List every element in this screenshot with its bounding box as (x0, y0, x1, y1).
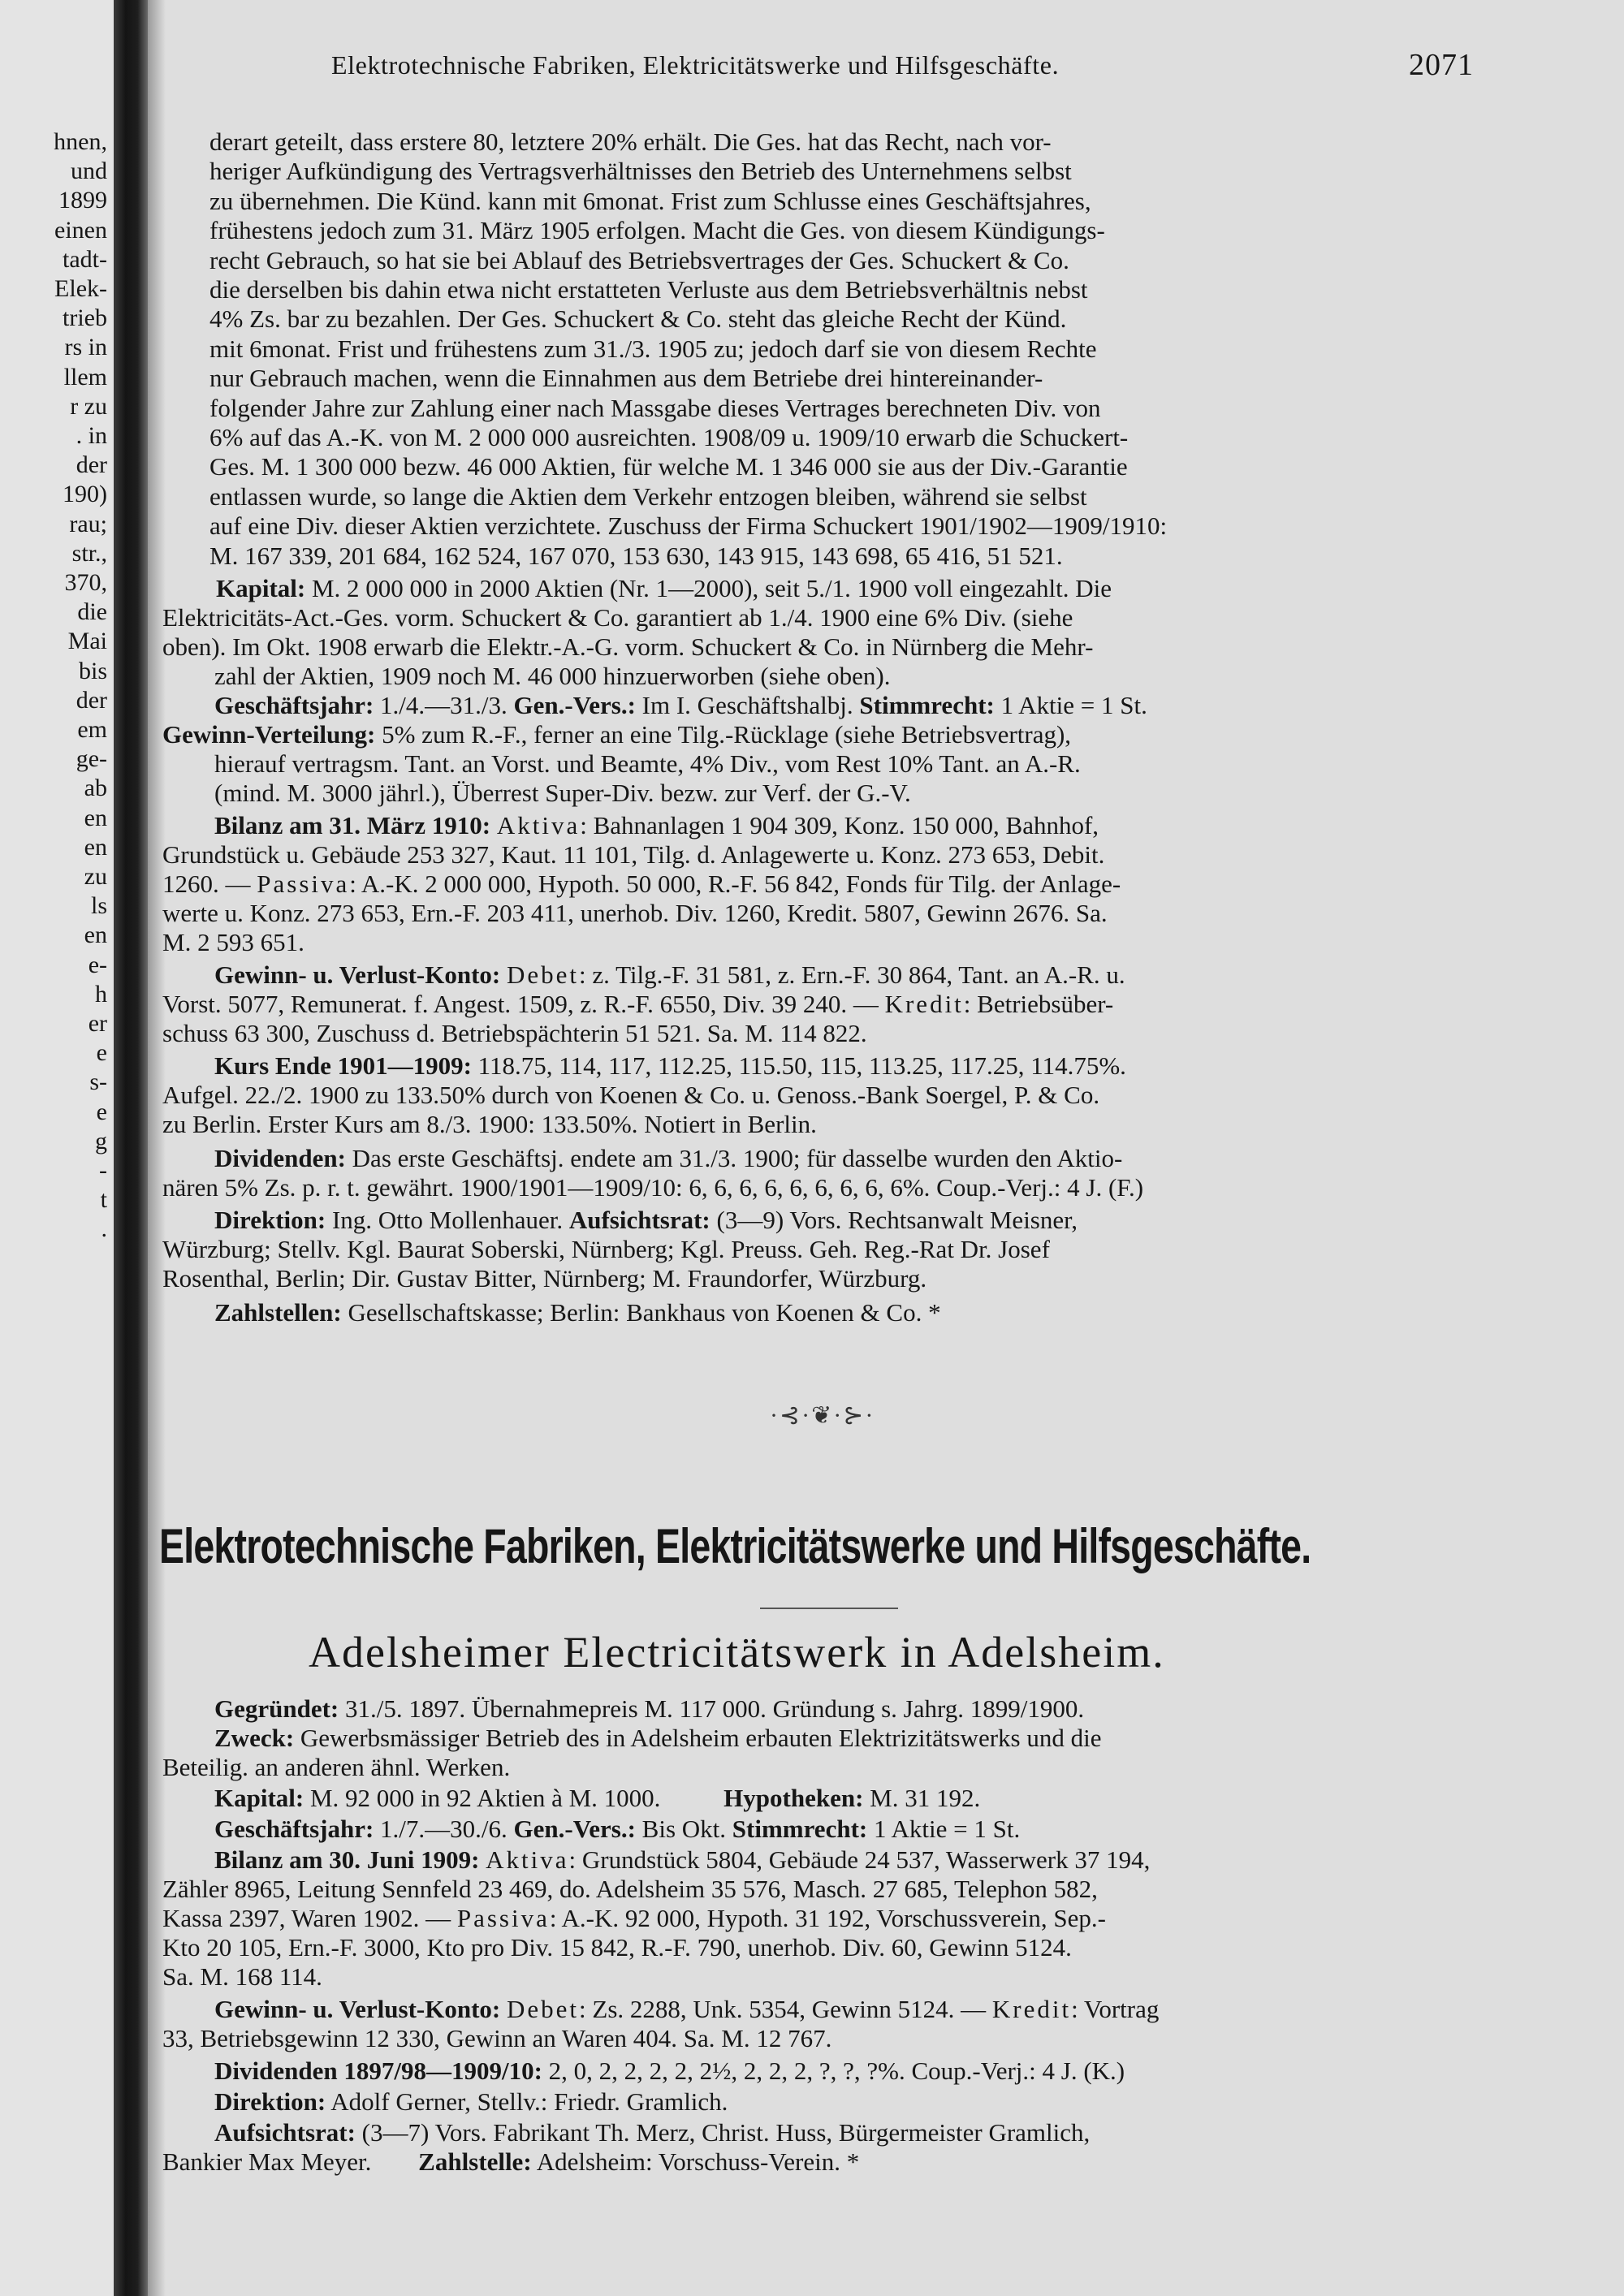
bilanz-text: : Bahnanlagen 1 904 309, Konz. 150 000, Bahnhof, (580, 811, 1099, 839)
adelsheim-guv-label: Gewinn- u. Verlust-Konto: (214, 1995, 501, 2023)
section-heading: Elektrotechnische Fabriken, Elektricitätswerke und Hilfsgeschäfte. (159, 1519, 1311, 1573)
bilanz-line-5: M. 2 593 651. (162, 928, 304, 956)
guv-line-2 (162, 990, 1113, 1018)
continuation-line: derart geteilt, dass erstere 80, letztere 20% erhält. Die Ges. hat das Recht, nach vor- (209, 127, 1052, 156)
adelsheim-geschaeftsjahr-value: 1./7.—30./6. (374, 1815, 514, 1843)
book-gutter (114, 0, 148, 2296)
margin-fragment: e (96, 1098, 107, 1125)
direktion-label: Direktion: (214, 1206, 326, 1234)
stimmrecht-value: 1 Aktie = 1 St. (994, 691, 1147, 719)
margin-fragment: zu (84, 863, 107, 890)
adelsheim-dividenden-value: 2, 0, 2, 2, 2, 2, 2½, 2, 2, 2, ?, ?, ?%. Coup.-Verj.: 4 J. (K.) (542, 2056, 1125, 2085)
zahlstellen-entry (214, 1299, 941, 1327)
margin-fragment: str., (71, 539, 107, 567)
passiva-word: Passiva (257, 870, 350, 898)
adelsheim-bilanz-label: Bilanz am 30. Juni 1909: (214, 1845, 480, 1874)
bilanz-line-4: werte u. Konz. 273 653, Ern.-F. 203 411, unerhob. Div. 1260, Kredit. 5807, Gewinn 2676. Sa. (162, 899, 1108, 927)
direktion-value: Ing. Otto Mollenhauer. (326, 1206, 569, 1234)
margin-fragment: Mai (67, 628, 107, 655)
kapital-line-4: zahl der Aktien, 1909 noch M. 46 000 hinzuerworben (siehe oben). (214, 662, 891, 690)
adelsheim-kapital-entry (214, 1785, 980, 1812)
zahlstelle-label: Zahlstelle: (418, 2147, 532, 2176)
continuation-line: mit 6monat. Frist und frühestens zum 31./3. 1905 zu; jedoch darf sie von diesem Rechte (209, 334, 1097, 363)
aktiva-word: Aktiva (496, 811, 581, 839)
kurs-line-2: Aufgel. 22./2. 1900 zu 133.50% durch von Koenen & Co. u. Genoss.-Bank Soergel, P. & Co. (162, 1081, 1100, 1109)
margin-fragment: e (96, 1039, 107, 1067)
adelsheim-passiva-word: Passiva (456, 1904, 550, 1932)
zweck-entry (214, 1724, 1101, 1752)
margin-fragment: en (84, 833, 107, 861)
adelsheim-aufsichtsrat-line-2 (162, 2148, 859, 2176)
aufsichtsrat-label: Aufsichtsrat: (568, 1206, 710, 1234)
margin-fragment: Elek- (54, 275, 107, 302)
adelsheim-dividenden-label: Dividenden 1897/98—1909/10: (214, 2056, 542, 2085)
margin-fragment: einen (54, 216, 107, 244)
adjacent-page-margin (0, 0, 114, 2296)
continuation-line: die derselben bis dahin etwa nicht erstatteten Verluste aus dem Betriebsverhältnis nebst (209, 275, 1088, 304)
kapital-line-2: Elektricitäts-Act.-Ges. vorm. Schuckert & Co. garantiert ab 1./4. 1900 eine 6% Div. (siehe (162, 603, 1073, 632)
margin-fragment: - (99, 1157, 107, 1184)
adelsheim-guv-post: : Vortrag (1071, 1995, 1160, 2023)
bilanz-line-3 (162, 870, 1121, 898)
zweck-label: Zweck: (214, 1724, 295, 1752)
margin-fragment: die (77, 598, 107, 626)
zahlstellen-value: Gesellschaftskasse; Berlin: Bankhaus von Koenen & Co. * (341, 1298, 941, 1327)
continuation-line: recht Gebrauch, so hat sie bei Ablauf des Betriebsvertrages der Ges. Schuckert & Co. (209, 245, 1069, 274)
dividenden-text: Das erste Geschäftsj. endete am 31./3. 1900; für dasselbe wurden den Aktio- (345, 1144, 1123, 1172)
page-number: 2071 (1409, 48, 1474, 82)
continuation-line: folgender Jahre zur Zahlung einer nach Massgabe dieses Vertrages berechneten Div. von (209, 393, 1101, 422)
continuation-line: heriger Aufkündigung des Vertragsverhältnisses den Betrieb des Unternehmens selbst (209, 157, 1072, 186)
margin-fragment: 190) (63, 481, 107, 508)
bilanz-line-3-post: : A.-K. 2 000 000, Hypoth. 50 000, R.-F. 56 842, Fonds für Tilg. der Anlage- (349, 870, 1121, 898)
bilanz-line-3-pre: 1260. — (162, 870, 257, 898)
margin-fragment: h (95, 980, 107, 1008)
margin-fragment: hnen, (54, 128, 107, 155)
genvers-label: Gen.-Vers.: (513, 691, 636, 719)
margin-fragment: 370, (64, 569, 107, 596)
aufsichtsrat-line-2: Würzburg; Stellv. Kgl. Baurat Soberski, Nürnberg; Kgl. Preuss. Geh. Reg.-Rat Dr. Josef (162, 1235, 1050, 1263)
geschaeftsjahr-value: 1./4.—31./3. (374, 691, 514, 719)
adelsheim-bilanz-line-2: Zähler 8965, Leitung Sennfeld 23 469, do. Adelsheim 35 576, Masch. 27 685, Telephon 582, (162, 1875, 1098, 1903)
margin-fragment: en (84, 804, 107, 831)
margin-fragment: e- (88, 951, 107, 978)
dividenden-entry (214, 1145, 1122, 1172)
adelsheim-debet-word: Debet (506, 1995, 580, 2023)
zweck-text: Gewerbsmässiger Betrieb des in Adelsheim erbauten Elektrizitätswerks und die (294, 1724, 1102, 1752)
margin-fragment: en (84, 921, 107, 949)
kapital-entry (216, 575, 1494, 602)
direktion-entry (214, 1206, 1078, 1234)
margin-fragment: t (100, 1186, 107, 1214)
adelsheim-guv-line-2: 33, Betriebsgewinn 12 330, Gewinn an Waren 404. Sa. M. 12 767. (162, 2024, 832, 2052)
continuation-line: entlassen wurde, so lange die Aktien dem Verkehr entzogen bleiben, während sie selbst (209, 481, 1087, 511)
guv-line-3: schuss 63 300, Zuschuss d. Betriebspächterin 51 521. Sa. M. 114 822. (162, 1019, 867, 1047)
adelsheim-genvers-value: Bis Okt. (635, 1815, 732, 1843)
aufsichtsrat-text: (3—9) Vors. Rechtsanwalt Meisner, (710, 1206, 1078, 1234)
bilanz-label: Bilanz am 31. März 1910: (214, 811, 491, 839)
dividenden-label: Dividenden: (214, 1144, 346, 1172)
margin-fragment: ab (84, 775, 107, 802)
running-header: Elektrotechnische Fabriken, Elektricitätswerke und Hilfsgeschäfte. (331, 50, 1060, 80)
adelsheim-kapital-label: Kapital: (214, 1784, 304, 1812)
margin-fragment: rs in (64, 334, 107, 361)
adelsheim-kredit-word: Kredit (991, 1995, 1072, 2023)
adelsheim-aufsichtsrat-entry (214, 2119, 1090, 2147)
guv-label: Gewinn- u. Verlust-Konto: (214, 960, 501, 989)
kredit-word: Kredit (884, 990, 964, 1018)
zahlstelle-value: Adelsheim: Vorschuss-Verein. * (531, 2147, 860, 2176)
section-ornament: ·⊰·❦·⊱· (770, 1402, 875, 1429)
guv-line-2-post: : Betriebsüber- (963, 990, 1114, 1018)
kurs-entry (214, 1052, 1126, 1080)
margin-fragment: . (101, 1215, 107, 1243)
kurs-text: 118.75, 114, 117, 112.25, 115.50, 115, 113.25, 117.25, 114.75%. (471, 1051, 1126, 1080)
margin-fragment: r zu (70, 392, 107, 420)
margin-fragment: tadt- (63, 245, 107, 273)
gewinnverteilung-text: 5% zum R.-F., ferner an eine Tilg.-Rücklage (siehe Betriebsvertrag), (375, 720, 1072, 749)
margin-fragment: llem (63, 363, 107, 391)
adelsheim-aktiva-word: Aktiva (486, 1845, 569, 1874)
adelsheim-direktion-value: Adolf Gerner, Stellv.: Friedr. Gramlich. (326, 2087, 728, 2116)
adelsheim-kapital-value: M. 92 000 in 92 Aktien à M. 1000. (304, 1784, 667, 1812)
adelsheim-stimmrecht-label: Stimmrecht: (732, 1815, 868, 1843)
dividenden-line-2: nären 5% Zs. p. r. t. gewährt. 1900/1901—1909/10: 6, 6, 6, 6, 6, 6, 6, 6, 6%. Coup.-Verj.: 4 J. (F.) (162, 1173, 1144, 1202)
bilanz-line-2: Grundstück u. Gebäude 253 327, Kaut. 11 101, Tilg. d. Anlagewerte u. Konz. 273 653, Debit. (162, 840, 1105, 869)
gegruendet-value: 31./5. 1897. Übernahmepreis M. 117 000. Gründung s. Jahrg. 1899/1900. (339, 1694, 1085, 1723)
kapital-line-3: oben). Im Okt. 1908 erwarb die Elektr.-A.-G. vorm. Schuckert & Co. in Nürnberg die Mehr- (162, 632, 1094, 661)
adelsheim-bilanz-text: : Grundstück 5804, Gebäude 24 537, Wasserwerk 37 194, (568, 1845, 1151, 1874)
gewinnverteilung-line-3: (mind. M. 3000 jährl.), Überrest Super-Div. bezw. zur Verf. der G.-V. (214, 779, 911, 807)
guv-entry (214, 961, 1125, 989)
adelsheim-dividenden-entry (214, 2057, 1125, 2085)
adelsheim-bilanz-line-3-pre: Kassa 2397, Waren 1902. — (162, 1904, 457, 1932)
continuation-line: frühestens jedoch zum 31. März 1905 erfolgen. Macht die Ges. von diesem Kündigungs- (209, 216, 1105, 245)
bilanz-entry (214, 812, 1099, 839)
margin-fragment: em (77, 716, 107, 743)
guv-text: : z. Tilg.-F. 31 581, z. Ern.-F. 30 864, Tant. an A.-R. u. (579, 960, 1125, 989)
kapital-label: Kapital: (216, 574, 306, 602)
zweck-line-2: Beteilig. an anderen ähnl. Werken. (162, 1753, 511, 1781)
genvers-value: Im I. Geschäftshalbj. (635, 691, 860, 719)
aufsichtsrat-line-3: Rosenthal, Berlin; Dir. Gustav Bitter, Nürnberg; M. Fraundorfer, Würzburg. (162, 1264, 927, 1293)
adelsheim-bilanz-line-3 (162, 1905, 1106, 1932)
zahlstellen-label: Zahlstellen: (214, 1298, 342, 1327)
margin-fragment: er (88, 1010, 107, 1037)
continuation-line: auf eine Div. dieser Aktien verzichtete. Zuschuss der Firma Schuckert 1901/1902—1909/1910: (209, 511, 1168, 541)
gewinnverteilung-line-2: hierauf vertragsm. Tant. an Vorst. und Beamte, 4% Div., vom Rest 10% Tant. an A.-R. (214, 749, 1081, 778)
gegruendet-label: Gegründet: (214, 1694, 339, 1723)
debet-word: Debet (506, 960, 580, 989)
stimmrecht-label: Stimmrecht: (859, 691, 995, 719)
adelsheim-aufsichtsrat-line-2-text: Bankier Max Meyer. (162, 2147, 378, 2176)
margin-fragment: ge- (76, 745, 107, 773)
margin-fragment: g (95, 1127, 107, 1154)
company-title: Adelsheimer Electricitätswerk in Adelsheim. (309, 1628, 1165, 1677)
kurs-label: Kurs Ende 1901—1909: (214, 1051, 472, 1080)
gewinnverteilung-entry (162, 721, 1071, 749)
continuation-line: M. 167 339, 201 684, 162 524, 167 070, 153 630, 143 915, 143 698, 65 416, 51 521. (209, 541, 1063, 570)
gewinnverteilung-label: Gewinn-Verteilung: (162, 720, 376, 749)
adelsheim-direktion-entry (214, 2088, 728, 2116)
margin-fragment: rau; (69, 510, 107, 537)
adelsheim-geschaeftsjahr-label: Geschäftsjahr: (214, 1815, 374, 1843)
kurs-line-3: zu Berlin. Erster Kurs am 8./3. 1900: 133.50%. Notiert in Berlin. (162, 1110, 817, 1138)
adelsheim-guv-pre: : Zs. 2288, Unk. 5354, Gewinn 5124. — (579, 1995, 992, 2023)
adelsheim-direktion-label: Direktion: (214, 2087, 326, 2116)
guv-line-2-pre: Vorst. 5077, Remunerat. f. Angest. 1509, z. R.-F. 6550, Div. 39 240. — (162, 990, 885, 1018)
margin-fragment: der (76, 451, 107, 479)
hypotheken-label: Hypotheken: (723, 1784, 864, 1812)
gegruendet-entry (214, 1695, 1084, 1723)
continuation-line: zu übernehmen. Die Künd. kann mit 6monat. Frist zum Schlusse eines Geschäftsjahres, (209, 186, 1091, 215)
adelsheim-genvers-label: Gen.-Vers.: (513, 1815, 636, 1843)
margin-fragment: bis (78, 657, 107, 684)
adelsheim-stimmrecht-value: 1 Aktie = 1 St. (867, 1815, 1021, 1843)
margin-fragment: . in (76, 422, 107, 449)
adelsheim-bilanz-line-3-post: : A.-K. 92 000, Hypoth. 31 192, Vorschussverein, Sep.- (549, 1904, 1106, 1932)
margin-fragment: s- (89, 1068, 107, 1096)
hypotheken-value: M. 31 192. (863, 1784, 981, 1812)
margin-fragment: trieb (63, 304, 107, 332)
margin-fragment: und (71, 158, 107, 185)
continuation-line: 6% auf das A.-K. von M. 2 000 000 ausreichten. 1908/09 u. 1909/10 erwarb die Schuckert- (209, 423, 1129, 451)
continuation-line: nur Gebrauch machen, wenn die Einnahmen aus dem Betriebe drei hintereinander- (209, 364, 1043, 393)
geschaeftsjahr-entry (214, 692, 1147, 719)
adelsheim-guv-entry (214, 1996, 1159, 2023)
continuation-line: Ges. M. 1 300 000 bezw. 46 000 Aktien, für welche M. 1 346 000 sie aus der Div.-Garantie (209, 452, 1128, 481)
adelsheim-geschaeftsjahr-entry (214, 1815, 1020, 1843)
continuation-line: 4% Zs. bar zu bezahlen. Der Ges. Schuckert & Co. steht das gleiche Recht der Künd. (209, 304, 1067, 334)
adelsheim-bilanz-entry (214, 1846, 1150, 1874)
adelsheim-aufsichtsrat-label: Aufsichtsrat: (214, 2118, 356, 2147)
adelsheim-aufsichtsrat-text: (3—7) Vors. Fabrikant Th. Merz, Christ. Huss, Bürgermeister Gramlich, (355, 2118, 1091, 2147)
kapital-text: M. 2 000 000 in 2000 Aktien (Nr. 1—2000), seit 5./1. 1900 voll eingezahlt. Die (305, 574, 1112, 602)
heading-rule (760, 1608, 898, 1609)
adelsheim-bilanz-line-4: Kto 20 105, Ern.-F. 3000, Kto pro Div. 15 842, R.-F. 790, unerhob. Div. 60, Gewinn 5124. (162, 1933, 1072, 1962)
margin-fragment: 1899 (58, 187, 107, 214)
adelsheim-bilanz-line-5: Sa. M. 168 114. (162, 1962, 322, 1991)
geschaeftsjahr-label: Geschäftsjahr: (214, 691, 374, 719)
margin-fragment: der (76, 686, 107, 714)
margin-fragment: ls (90, 892, 107, 920)
